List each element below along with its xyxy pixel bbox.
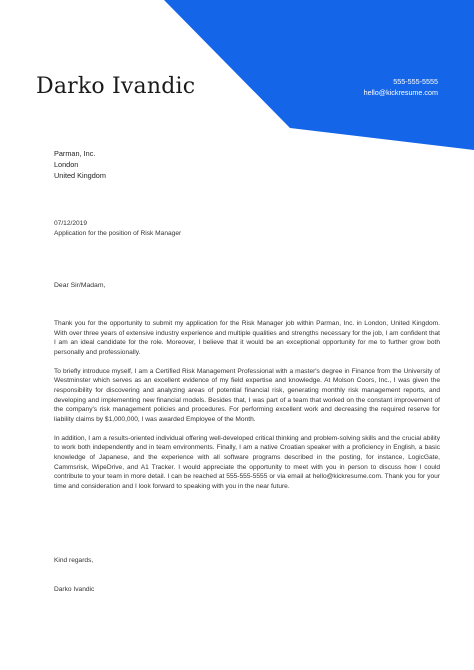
recipient-country: United Kingdom [54, 171, 106, 180]
contact-info [364, 76, 438, 98]
letter-date: 07/12/2019 [54, 220, 88, 227]
salutation: Dear Sir/Madam, [54, 282, 106, 289]
letter-body [54, 319, 440, 501]
recipient-company: Parman, Inc. [54, 149, 96, 158]
recipient-city: London [54, 160, 79, 169]
closing: Kind regards, [54, 557, 94, 564]
letter-paragraph: In addition, I am a results-oriented individual offering well-developed critical thinking and problem-solving skills and the crucial ability to work both independently and in team environments. Finally, I am a native Croatian speaker with a proficiency in English, a basic knowledge of Japanese, and the experience with all software programs described in the posting, for instance, LogicGate, Cammsrisk, WipeDrive, and A1 Tracker. I would appreciate the opportunity to meet with you in person to discuss how I could contribute to your team in more detail. I can be reached at 555-555-5555 or via email at hello@kickresume.com. Thank you for your time and consideration and I look forward to speaking with you in the near future. [54, 434, 440, 491]
letter-paragraph: Thank you for the opportunity to submit my application for the Risk Manager job within Parman, Inc. in London, United Kingdom. With over three years of extensive industry experience and multiple qualities and strengths necessary for the job, I am confident that I am an ideal candidate for the role. Moreover, I believe that it would be an exceptional opportunity for me to further grow both personally and professionally. [54, 320, 440, 357]
signature-name: Darko Ivandic [54, 586, 95, 593]
phone-number[interactable]: 555-555-5555 [393, 77, 438, 86]
email-address[interactable]: hello@kickresume.com [363, 88, 438, 97]
letter-meta [54, 219, 181, 238]
letter-paragraph: To briefly introduce myself, I am a Certified Risk Management Professional with a master's degree in Finance from the University of Westminster which serves as an excellent evidence of my field expertise and knowledge. At Molson Coors, Inc., I was given the responsibility for discovering and analyzing areas of potential financial risk, generating monthly risk management reports, and developing and implementing new financial models. Besides that, I was part of a team that worked on the constant improvement of the company's risk management policies and procedures. For performing excellent work and decreasing the required reserve for liability claims by $1,000,000, I was awarded Employee of the Month. [54, 367, 440, 424]
applicant-name: Darko Ivandic [36, 74, 196, 99]
letter-subject: Application for the position of Risk Manager [54, 229, 182, 237]
recipient-address [54, 148, 106, 181]
